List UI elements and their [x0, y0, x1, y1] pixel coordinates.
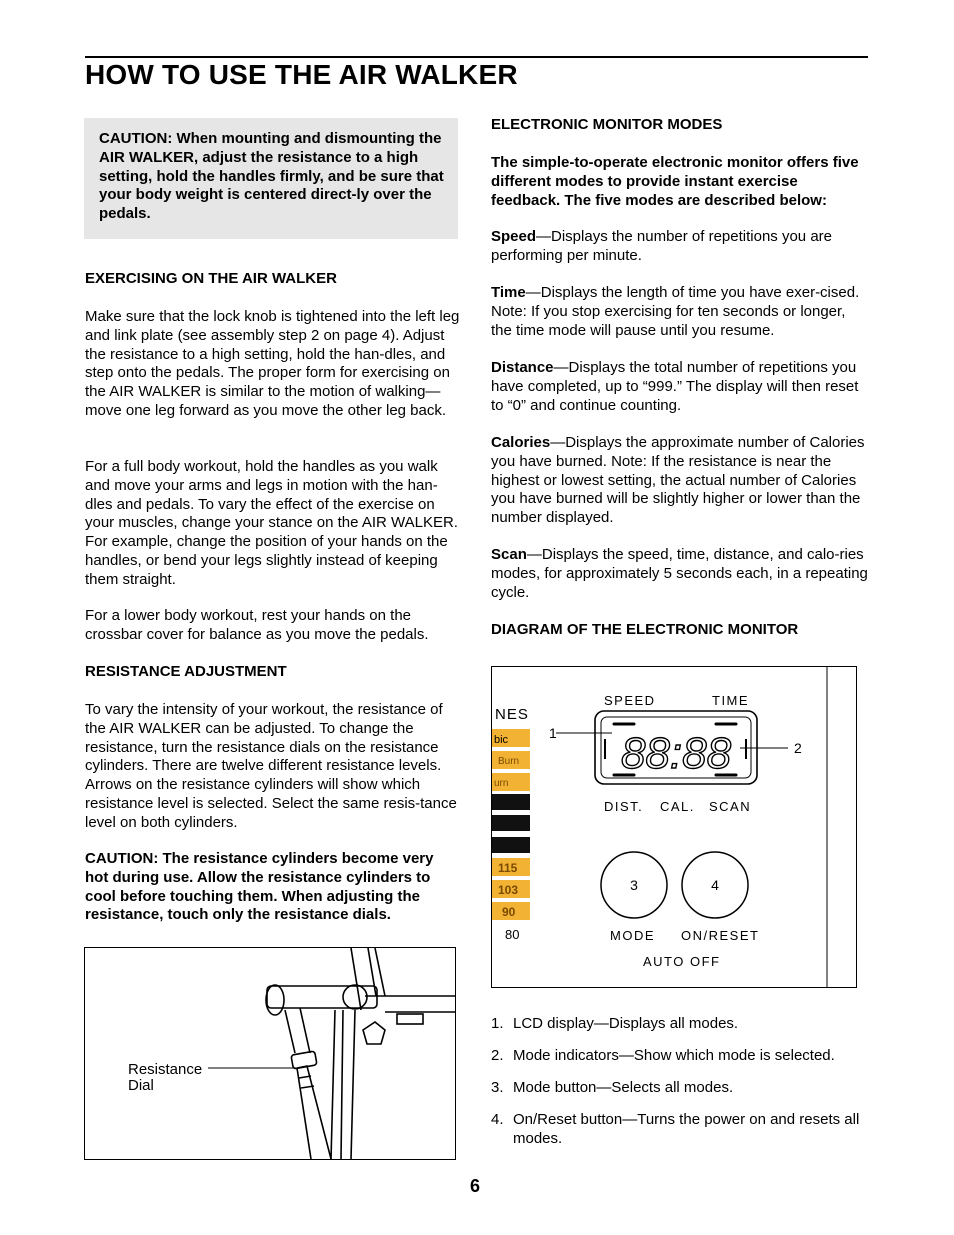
callout-1: 1 — [549, 725, 557, 741]
exercising-paragraph-3: For a lower body workout, rest your hands on the crossbar cover for balance as you move the pedals. — [85, 607, 429, 643]
list-text: Mode button—Selects all modes. — [513, 1079, 734, 1096]
resistance-dial-label-2: Dial — [128, 1077, 154, 1094]
air-walker-drawing — [85, 948, 455, 1159]
mode-term: Calories — [491, 434, 551, 451]
list-text: On/Reset button—Turns the power on and resets all modes. — [513, 1111, 860, 1147]
mode-button[interactable] — [601, 852, 667, 918]
speed-label: SPEED — [604, 693, 656, 708]
lcd-digits: 88:88 — [620, 729, 732, 778]
exercising-paragraph-1: Make sure that the lock knob is tightened into the left leg and link plate (see assembly step 2 on page 4). Adjust the resistance to a high setting, hold the han-dles, and step onto the pedals. The proper form for exercising on the AIR WALKER is similar to the motion of walking—move one leg forward as you move the other leg back. — [85, 308, 460, 419]
mode-button-number: 3 — [630, 877, 638, 893]
mode-time — [491, 284, 869, 340]
time-label: TIME — [712, 693, 750, 708]
mode-term: Speed — [491, 228, 537, 245]
mode-term: Scan — [491, 546, 527, 563]
monitor-diagram — [491, 666, 857, 988]
indicator-90-label: 90 — [502, 905, 516, 919]
dist-label: DIST. — [604, 799, 644, 814]
list-number: 3. — [491, 1079, 504, 1096]
caution-cylinders: CAUTION: The resistance cylinders become very hot during use. Allow the resistance cylinders to cool before touching them. When adjusting the resistance, touch only the resistance dials. — [85, 850, 434, 924]
mode-term: Distance — [491, 359, 554, 376]
nes-label: NES — [495, 706, 529, 723]
callout-2: 2 — [794, 740, 802, 756]
indicator-black-2 — [492, 815, 530, 831]
diagram-heading: DIAGRAM OF THE ELECTRONIC MONITOR — [491, 621, 799, 638]
mode-speed — [491, 228, 869, 266]
mode-desc: —Displays the speed, time, distance, and calo-ries modes, for approximately 5 seconds each, in a repeating cycle. — [491, 546, 868, 601]
exercising-heading: EXERCISING ON THE AIR WALKER — [85, 270, 337, 287]
resistance-heading: RESISTANCE ADJUSTMENT — [85, 663, 287, 680]
resistance-dial-figure — [84, 947, 456, 1160]
indicator-bic-label: bic — [494, 734, 509, 746]
list-number: 1. — [491, 1015, 504, 1032]
list-number: 2. — [491, 1047, 504, 1064]
indicator-80-label: 80 — [505, 927, 520, 942]
mode-scan — [491, 546, 869, 602]
resistance-dial-label-1: Resistance — [128, 1061, 203, 1078]
list-number: 4. — [491, 1111, 504, 1128]
caution-mounting: CAUTION: When mounting and dismounting the AIR WALKER, adjust the resistance to a high setting, hold the handles firmly, and be sure that your body weight is centered direct-ly over the pedals. — [99, 130, 444, 223]
top-rule — [85, 56, 868, 58]
on-reset-button-number: 4 — [711, 877, 719, 893]
mode-desc: —Displays the number of repetitions you are performing per minute. — [491, 228, 832, 264]
mode-desc: —Displays the total number of repetitions you have completed, up to “999.” The display will then reset to “0” and continue counting. — [491, 359, 859, 414]
scan-label: SCAN — [709, 799, 752, 814]
indicator-burn-label: Burn — [498, 756, 520, 767]
monitor-intro: The simple-to-operate electronic monitor offers five different modes to provide instant exercise feedback. The five modes are described below: — [491, 154, 859, 209]
monitor-heading: ELECTRONIC MONITOR MODES — [491, 116, 723, 133]
mode-label: MODE — [610, 928, 655, 943]
mode-desc: —Displays the length of time you have exer-cised. Note: If you stop exercising for ten seconds or longer, the time mode will pause until you resume. — [491, 284, 860, 339]
list-text: Mode indicators—Show which mode is selected. — [513, 1047, 835, 1064]
page-number: 6 — [470, 1176, 481, 1196]
exercising-paragraph-2: For a full body workout, hold the handles as you walk and move your arms and legs in motion with the han-dles and pedals. To vary the effect of the exercise on your muscles, change your stance on the AIR WALKER. For example, change the position of your hands on the handles, or bend your legs slightly instead of keeping them straight. — [85, 458, 458, 588]
on-reset-label: ON/RESET — [681, 928, 760, 943]
mode-desc: —Displays the approximate number of Calories you have burned. Note: If the resistance is near the highest or lowest setting, the actual number of Calories you have burned will be slightly higher or lower than the number displayed. — [491, 434, 865, 527]
indicator-black-1 — [492, 794, 530, 810]
cal-label: CAL. — [660, 799, 695, 814]
monitor-drawing — [492, 667, 856, 987]
mode-term: Time — [491, 284, 526, 301]
indicator-115-label: 115 — [498, 861, 518, 875]
mode-calories — [491, 434, 869, 528]
auto-off-label: AUTO OFF — [643, 954, 721, 969]
indicator-black-3 — [492, 837, 530, 853]
on-reset-button[interactable] — [682, 852, 748, 918]
indicator-urn-label: urn — [494, 778, 509, 789]
indicator-103-label: 103 — [498, 883, 519, 897]
caution-box — [84, 118, 458, 239]
resistance-paragraph: To vary the intensity of your workout, the resistance of the AIR WALKER can be adjusted. To change the resistance, turn the resistance dials on the resistance cylinders. There are twelve different resistance levels. Arrows on the resistance cylinders will show which resistance level is selected. Select the same resis-tance level on both cylinders. — [85, 701, 457, 831]
mode-distance — [491, 359, 869, 415]
list-text: LCD display—Displays all modes. — [513, 1015, 739, 1032]
page-title: HOW TO USE THE AIR WALKER — [85, 59, 518, 90]
